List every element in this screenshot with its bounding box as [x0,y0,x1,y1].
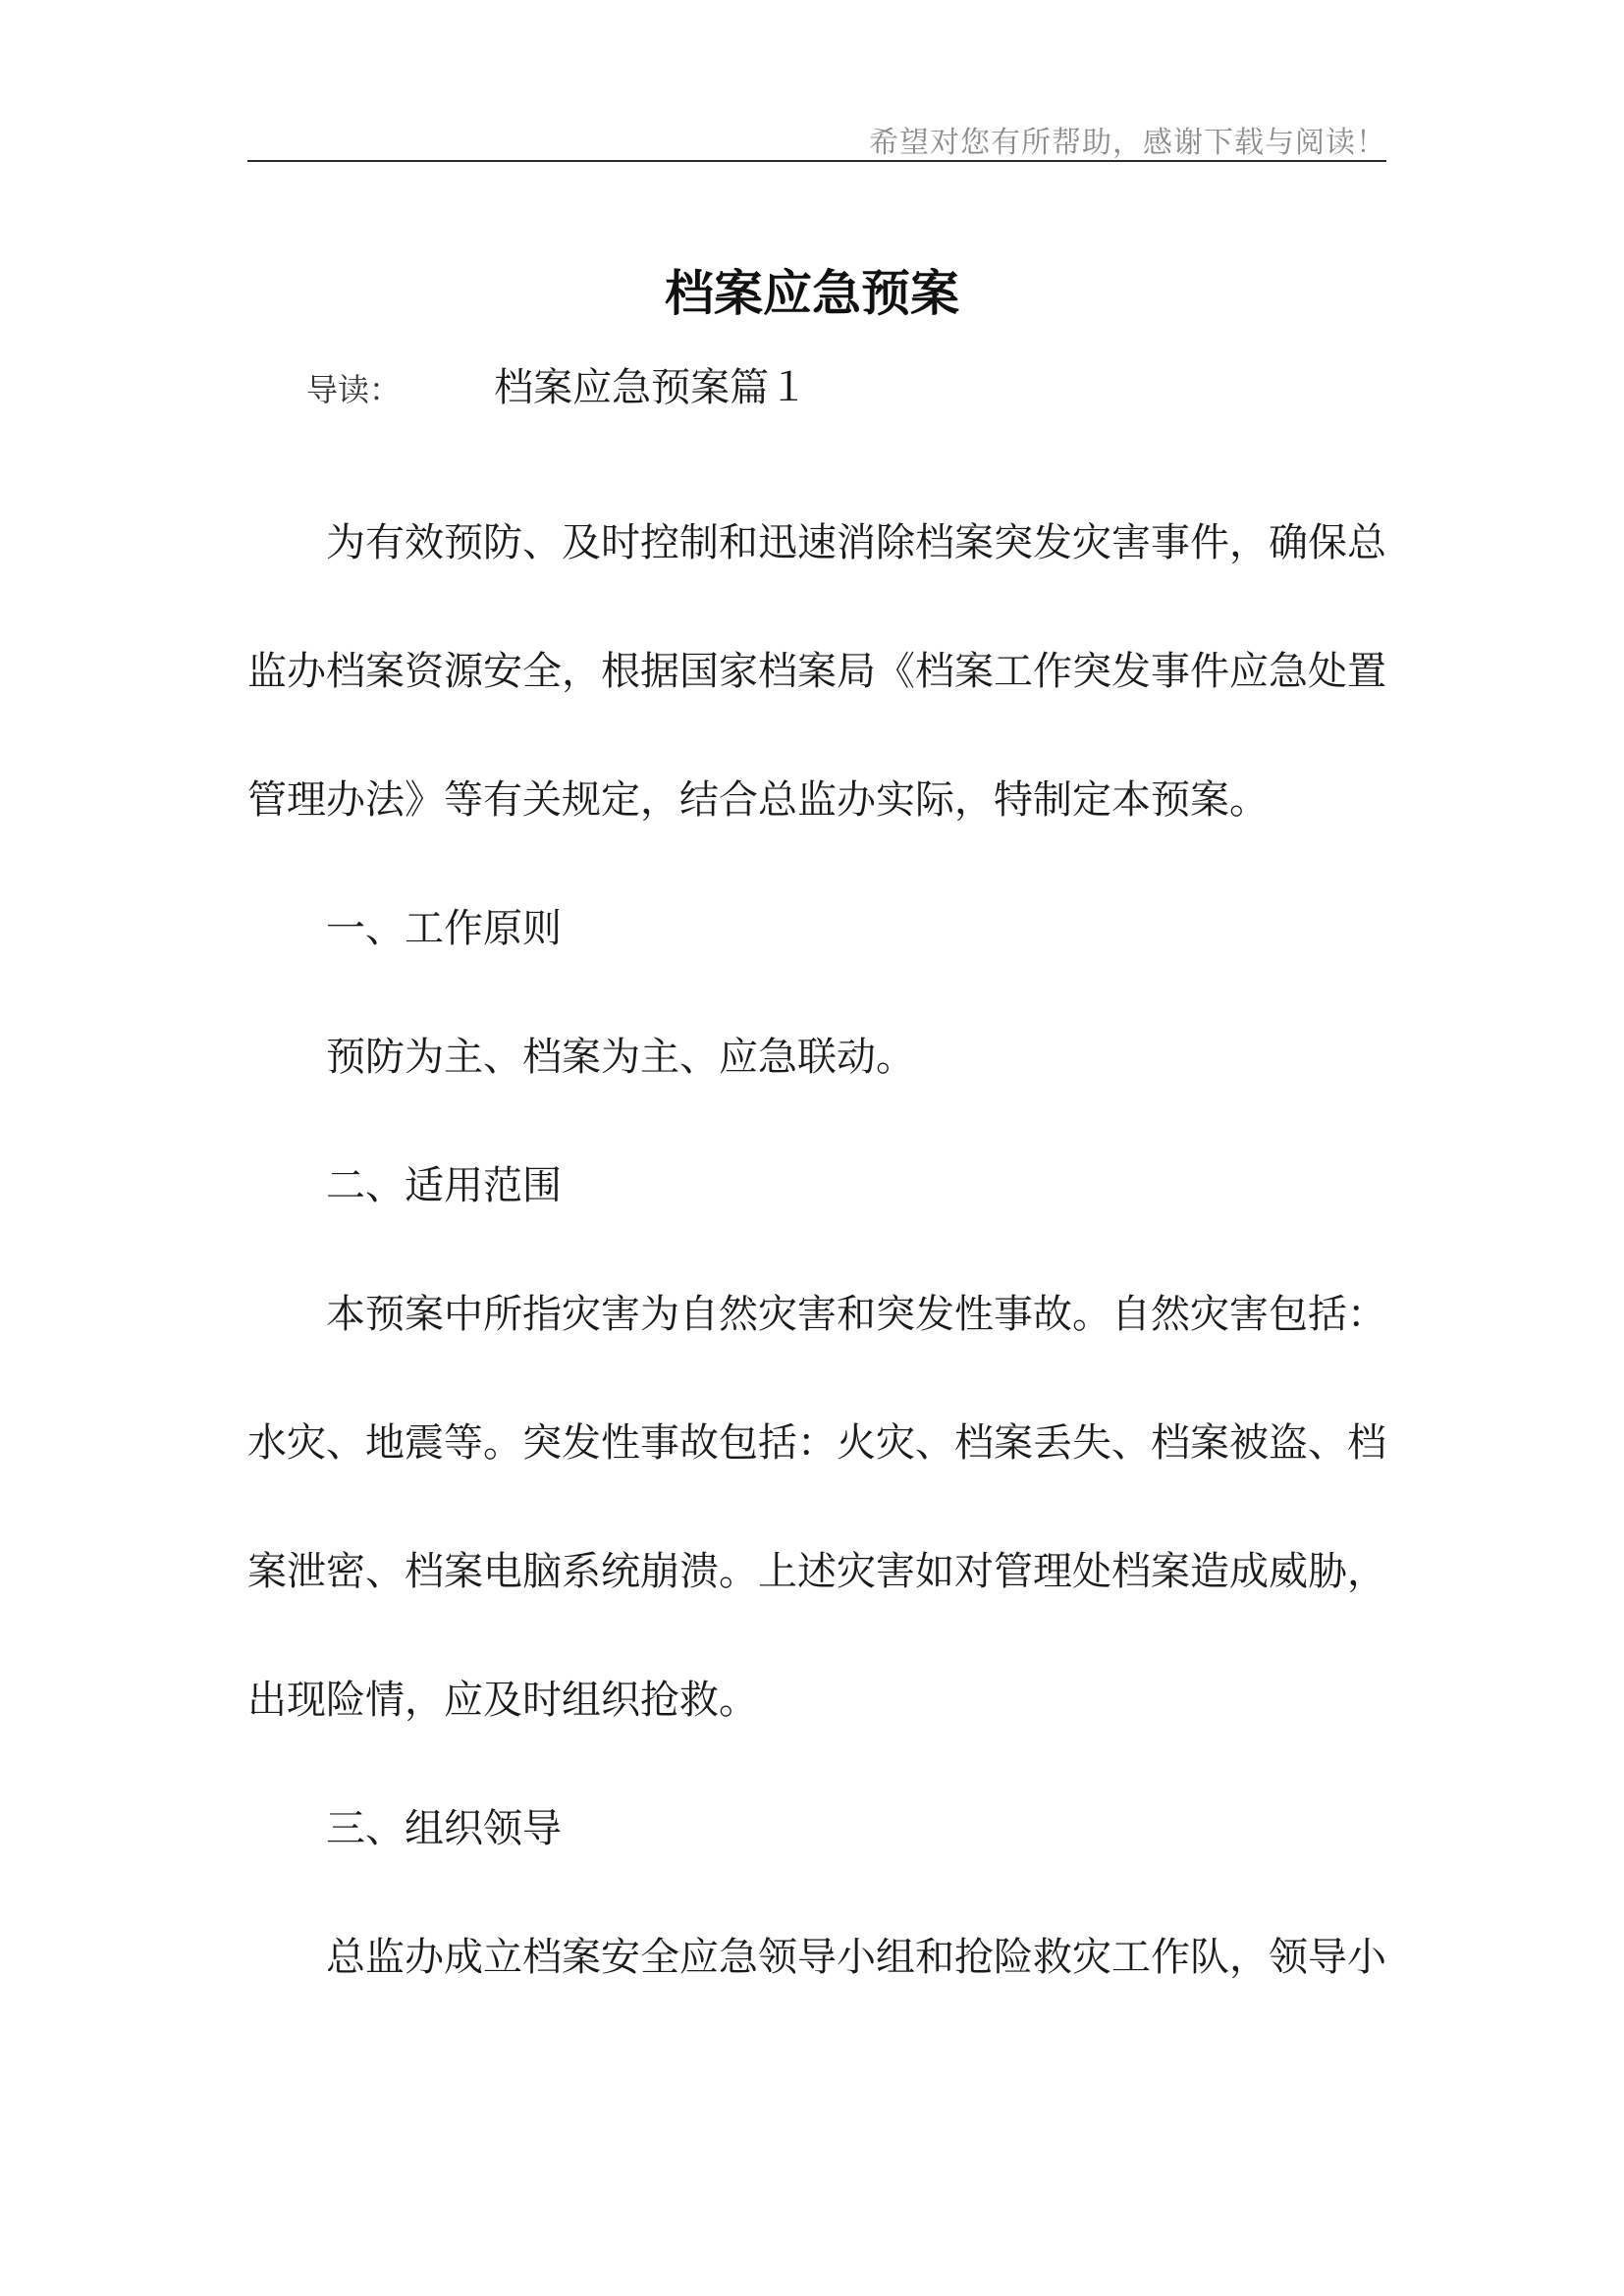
header-note: 希望对您有所帮助，感谢下载与阅读！ [869,126,1386,160]
paragraph-leadership: 总监办成立档案安全应急领导小组和抢险救灾工作队，领导小 [326,1935,1386,1980]
paragraph-scope: 本预案中所指灾害为自然灾害和突发性事故。自然灾害包括：水灾、地震等。突发性事故包括：火灾、档案丢失、档案被盗、档案泄密、档案电脑系统崩溃。上述灾害如对管理处档案造成威胁，出现险情，应及时组织抢救。 [247,1292,1386,1723]
document-title: 档案应急预案 [665,263,959,322]
section-heading-scope: 二、适用范围 [326,1163,562,1208]
intro-row [306,356,808,412]
intro-text: 档案应急预案篇１ [494,365,809,410]
intro-label: 导读： [306,371,402,408]
header-divider [247,160,1386,162]
paragraph-purpose: 为有效预防、及时控制和迅速消除档案突发灾害事件，确保总监办档案资源安全，根据国家档案局《档案工作突发事件应急处置管理办法》等有关规定，结合总监办实际，特制定本预案。 [247,520,1386,823]
document-body [247,479,1386,2022]
paragraph-principles: 预防为主、档案为主、应急联动。 [326,1035,915,1080]
section-heading-leadership: 三、组织领导 [326,1806,562,1851]
section-heading-principles: 一、工作原则 [326,906,562,951]
